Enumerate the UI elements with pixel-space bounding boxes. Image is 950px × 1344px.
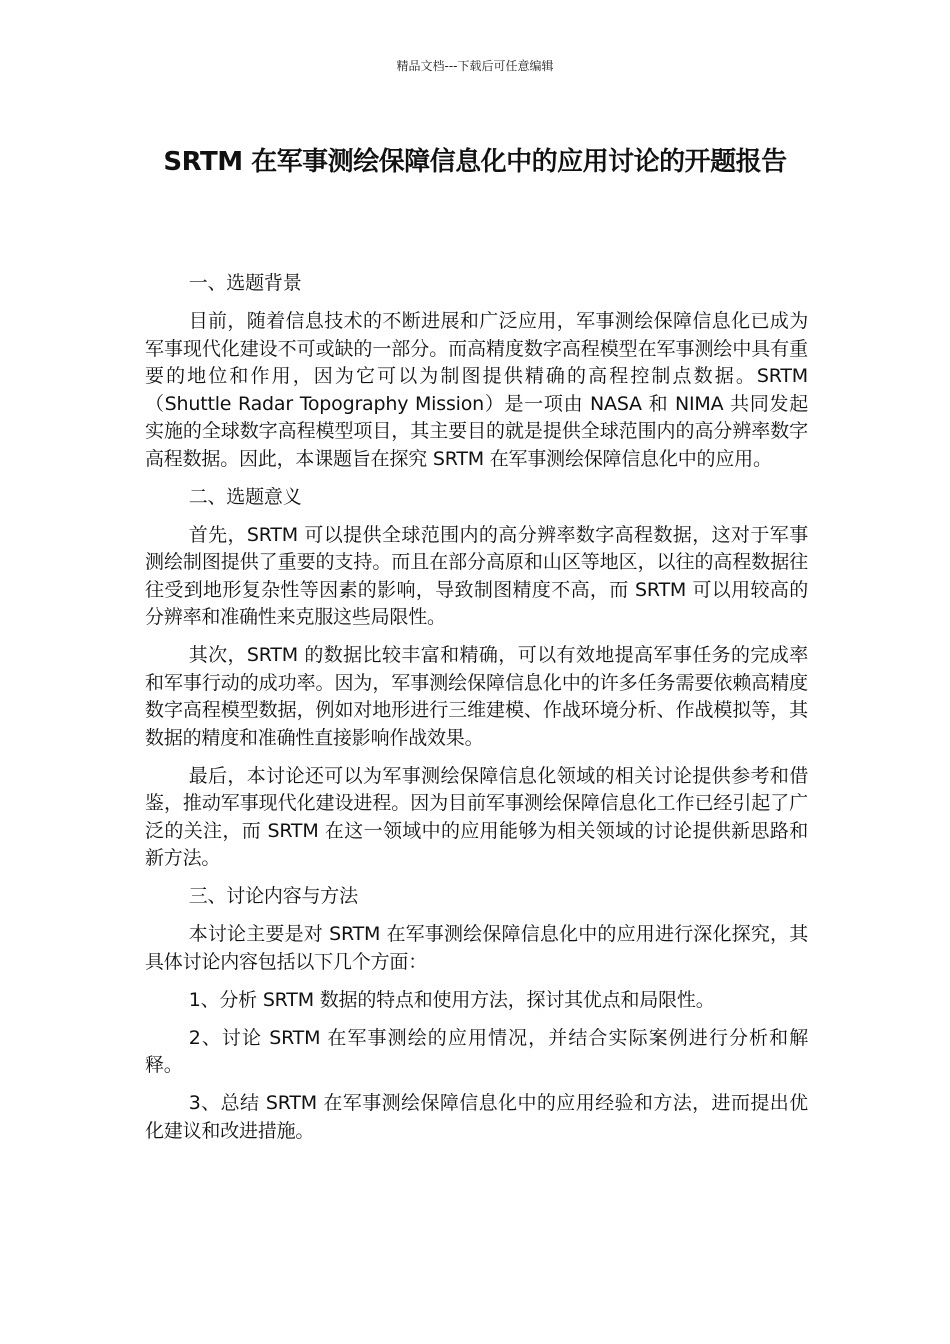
section-heading-significance: 二、选题意义 — [188, 485, 302, 508]
page-header: 精品文档---下载后可任意编辑 — [396, 59, 554, 73]
list-item-1: 1、分析 SRTM 数据的特点和使用方法，探讨其优点和局限性。 — [188, 988, 715, 1011]
list-item-3: 3、总结 SRTM 在军事测绘保障信息化中的应用经验和方法，进而提出优化建议和改进措施。 — [145, 1092, 808, 1142]
section-heading-content-method: 三、讨论内容与方法 — [188, 885, 358, 907]
document-body — [145, 270, 808, 1156]
document-title: SRTM 在军事测绘保障信息化中的应用讨论的开题报告 — [163, 147, 787, 177]
paragraph-significance-second: 其次，SRTM 的数据比较丰富和精确，可以有效地提高军事任务的完成率和军事行动的成功率。因为，军事测绘保障信息化中的许多任务需要依赖高精度数字高程模型数据，例如对地形进行三维建模、作战环境分析、作战模拟等，其数据的精度和准确性直接影响作战效果。 — [145, 644, 808, 749]
section-heading-background: 一、选题背景 — [188, 272, 302, 294]
paragraph-significance-first: 首先，SRTM 可以提供全球范围内的高分辨率数字高程数据，这对于军事测绘制图提供了重要的支持。而且在部分高原和山区等地区，以往的高程数据往往受到地形复杂性等因素的影响，导致制图精度不高，而 SRTM 可以用较高的分辨率和准确性来克服这些局限性。 — [145, 523, 808, 628]
list-item-2: 2、讨论 SRTM 在军事测绘的应用情况，并结合实际案例进行分析和解释。 — [145, 1026, 808, 1076]
paragraph-background: 目前，随着信息技术的不断进展和广泛应用，军事测绘保障信息化已成为军事现代化建设不可或缺的一部分。而高精度数字高程模型在军事测绘中具有重要的地位和作用，因为它可以为制图提供精确的高程控制点数据。SRTM（Shuttle Radar Topography Mission）是一项由 NASA 和 NIMA 共同发起实施的全球数字高程模型项目，其主要目的就是提供全球范围内的高分辨率数字高程数据。因此，本课题旨在探究 SRTM 在军事测绘保障信息化中的应用。 — [145, 310, 808, 470]
paragraph-content-intro: 本讨论主要是对 SRTM 在军事测绘保障信息化中的应用进行深化探究，其具体讨论内容包括以下几个方面： — [145, 923, 808, 973]
paragraph-significance-last: 最后，本讨论还可以为军事测绘保障信息化领域的相关讨论提供参考和借鉴，推动军事现代化建设进程。因为目前军事测绘保障信息化工作已经引起了广泛的关注，而 SRTM 在这一领域中的应用能够为相关领域的讨论提供新思路和新方法。 — [145, 764, 808, 869]
